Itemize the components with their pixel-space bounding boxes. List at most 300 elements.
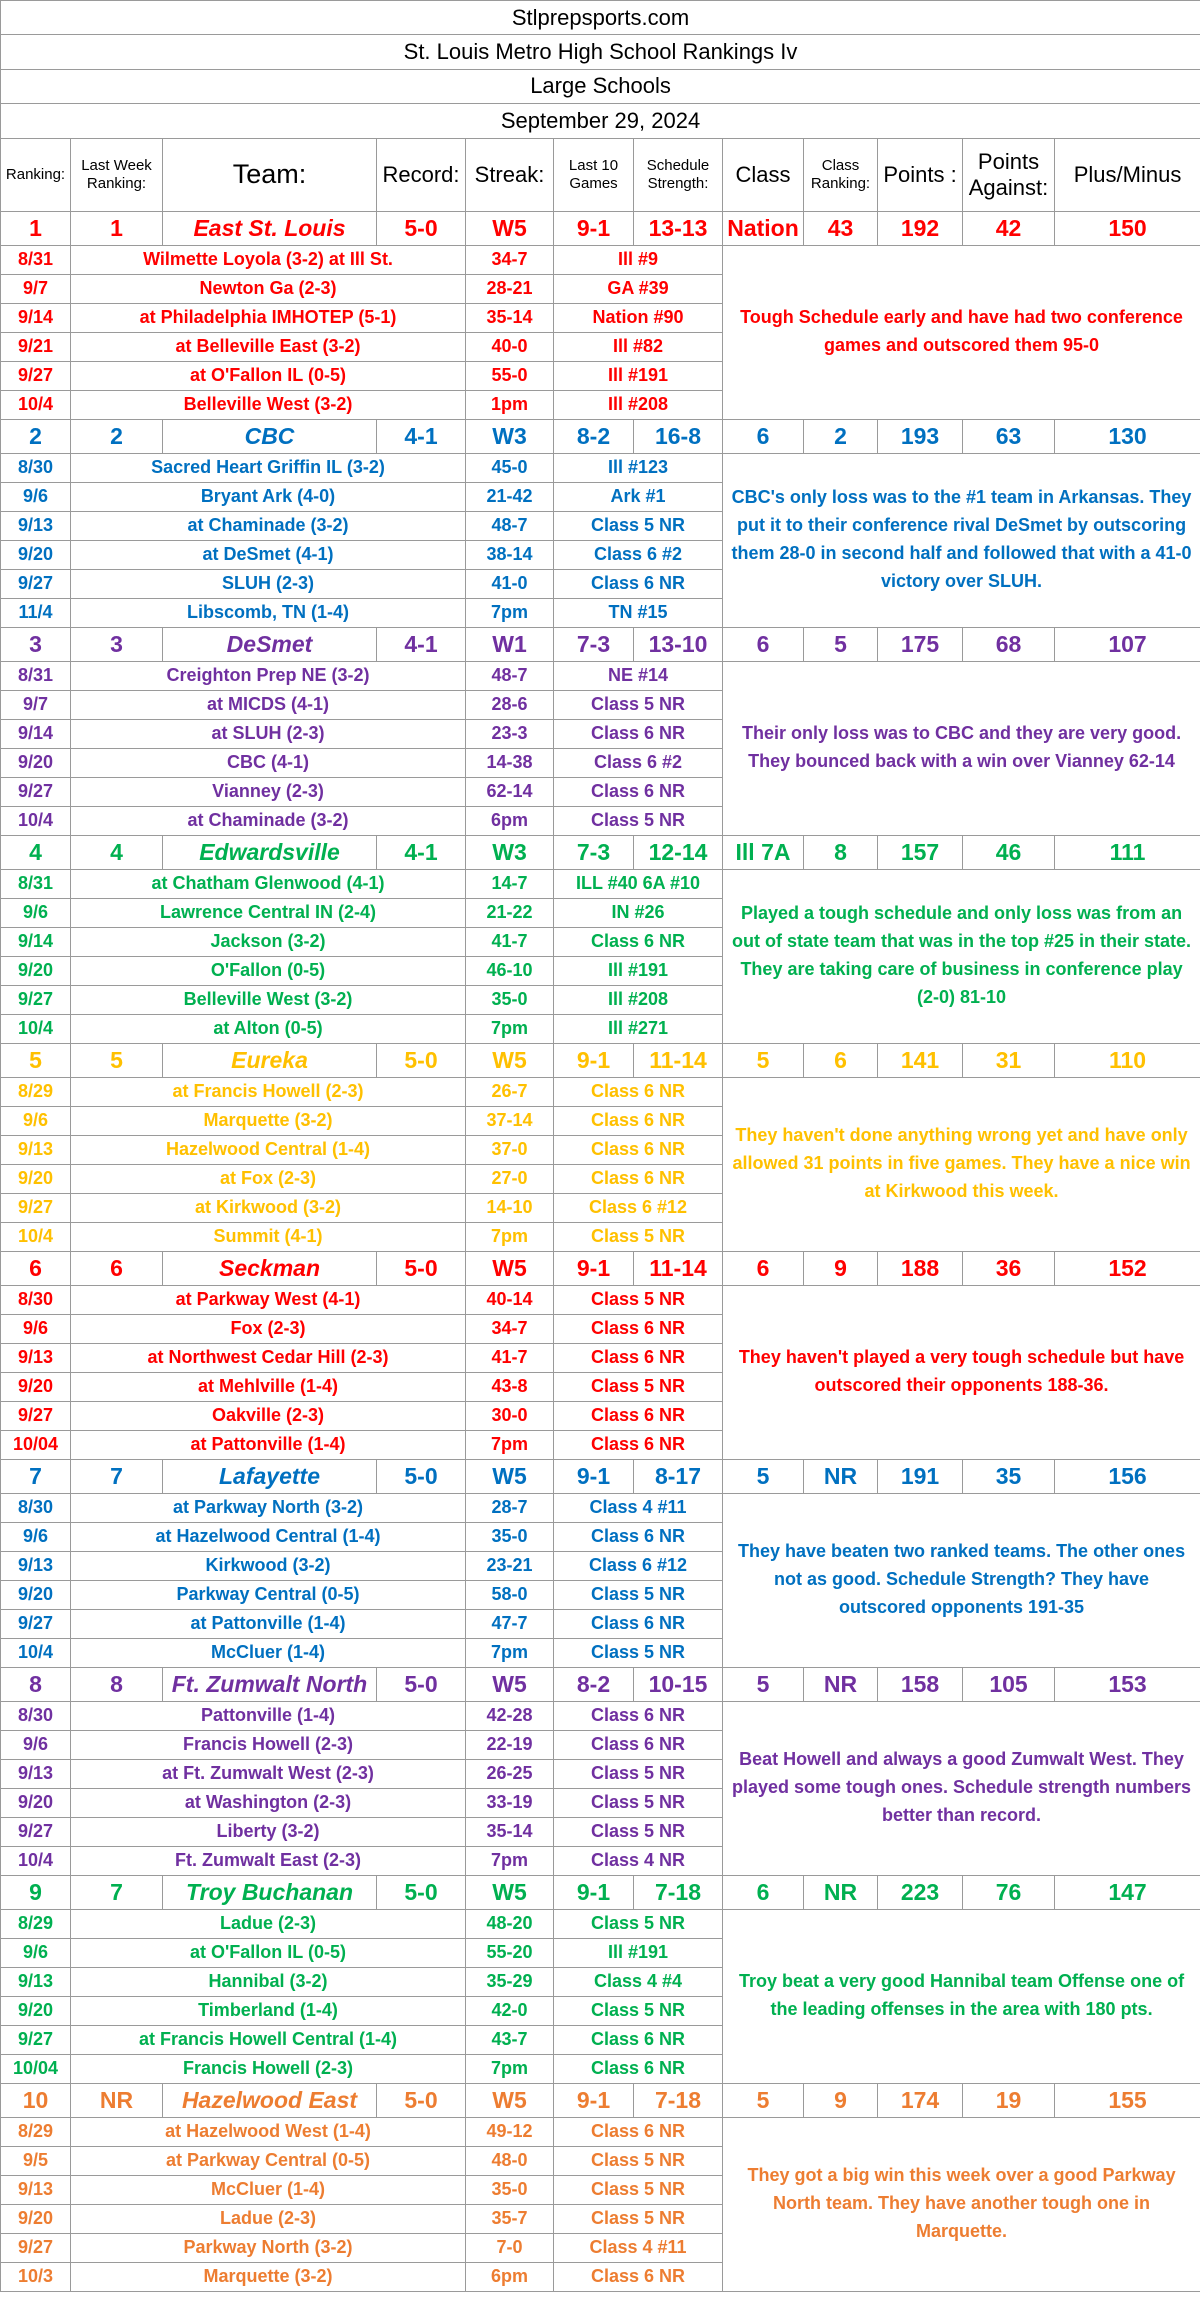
game-opponent: Oakville (2-3) xyxy=(71,1401,466,1430)
game-row xyxy=(1,453,1200,482)
opponent-rank: Class 6 NR xyxy=(554,1164,723,1193)
game-date: 9/27 xyxy=(1,2233,71,2262)
game-date: 8/30 xyxy=(1,1285,71,1314)
team-class: 6 xyxy=(723,1875,804,1909)
game-date: 8/29 xyxy=(1,1909,71,1938)
header-row xyxy=(1,138,1200,211)
game-score: 23-3 xyxy=(466,719,554,748)
game-date: 9/13 xyxy=(1,2175,71,2204)
game-score: 49-12 xyxy=(466,2117,554,2146)
game-date: 9/20 xyxy=(1,1372,71,1401)
game-opponent: Belleville West (3-2) xyxy=(71,390,466,419)
game-date: 9/13 xyxy=(1,1551,71,1580)
opponent-rank: Ill #191 xyxy=(554,956,723,985)
team-row xyxy=(1,1667,1200,1701)
game-score: 35-7 xyxy=(466,2204,554,2233)
game-opponent: Ladue (2-3) xyxy=(71,1909,466,1938)
opponent-rank: Class 4 #11 xyxy=(554,1493,723,1522)
game-score: 7pm xyxy=(466,2054,554,2083)
game-opponent: at Chaminade (3-2) xyxy=(71,511,466,540)
game-date: 9/7 xyxy=(1,274,71,303)
points-for: 193 xyxy=(878,419,963,453)
game-opponent: Francis Howell (2-3) xyxy=(71,2054,466,2083)
team-note: Troy beat a very good Hannibal team Offense one of the leading offenses in the area with 180 pts. xyxy=(723,1909,1200,2083)
team-streak: W3 xyxy=(466,419,554,453)
game-date: 9/7 xyxy=(1,690,71,719)
opponent-rank: Ill #9 xyxy=(554,245,723,274)
opponent-rank: Class 5 NR xyxy=(554,1817,723,1846)
opponent-rank: Class 6 #2 xyxy=(554,540,723,569)
game-opponent: Pattonville (1-4) xyxy=(71,1701,466,1730)
game-score: 14-10 xyxy=(466,1193,554,1222)
opponent-rank: Class 4 #4 xyxy=(554,1967,723,1996)
schedule-strength: 11-14 xyxy=(634,1251,723,1285)
plus-minus: 153 xyxy=(1055,1667,1200,1701)
team-row xyxy=(1,419,1200,453)
team-streak: W5 xyxy=(466,1251,554,1285)
game-date: 9/14 xyxy=(1,303,71,332)
opponent-rank: Class 5 NR xyxy=(554,1788,723,1817)
game-score: 7pm xyxy=(466,1222,554,1251)
game-score: 35-29 xyxy=(466,1967,554,1996)
date-title: September 29, 2024 xyxy=(1,104,1200,138)
game-score: 23-21 xyxy=(466,1551,554,1580)
team-streak: W5 xyxy=(466,1875,554,1909)
game-score: 28-6 xyxy=(466,690,554,719)
opponent-rank: Class 5 NR xyxy=(554,1996,723,2025)
opponent-rank: Class 5 NR xyxy=(554,2175,723,2204)
class-ranking: 2 xyxy=(804,419,878,453)
plus-minus: 130 xyxy=(1055,419,1200,453)
game-score: 34-7 xyxy=(466,245,554,274)
game-date: 9/27 xyxy=(1,569,71,598)
game-opponent: Lawrence Central IN (2-4) xyxy=(71,898,466,927)
game-opponent: at Fox (2-3) xyxy=(71,1164,466,1193)
team-rank: 1 xyxy=(1,211,71,245)
points-against: 46 xyxy=(963,835,1055,869)
rankings-title: St. Louis Metro High School Rankings Iv xyxy=(1,35,1200,69)
game-score: 41-7 xyxy=(466,927,554,956)
game-date: 9/20 xyxy=(1,1164,71,1193)
team-streak: W5 xyxy=(466,211,554,245)
opponent-rank: Class 6 #12 xyxy=(554,1193,723,1222)
opponent-rank: Class 6 NR xyxy=(554,1106,723,1135)
game-score: 48-7 xyxy=(466,511,554,540)
game-opponent: at Parkway West (4-1) xyxy=(71,1285,466,1314)
opponent-rank: Class 6 NR xyxy=(554,719,723,748)
team-note: They haven't played a very tough schedule but have outscored their opponents 188-36. xyxy=(723,1285,1200,1459)
points-against: 36 xyxy=(963,1251,1055,1285)
opponent-rank: Class 6 NR xyxy=(554,1701,723,1730)
class-ranking: 9 xyxy=(804,2083,878,2117)
game-opponent: Fox (2-3) xyxy=(71,1314,466,1343)
last-week-rank: 1 xyxy=(71,211,163,245)
team-rank: 8 xyxy=(1,1667,71,1701)
game-date: 9/6 xyxy=(1,1730,71,1759)
team-name: Seckman xyxy=(163,1251,377,1285)
game-opponent: Kirkwood (3-2) xyxy=(71,1551,466,1580)
game-date: 9/6 xyxy=(1,1314,71,1343)
game-date: 9/27 xyxy=(1,1401,71,1430)
game-date: 9/27 xyxy=(1,2025,71,2054)
header-class: Class xyxy=(723,138,804,211)
team-class: 6 xyxy=(723,627,804,661)
game-opponent: at Northwest Cedar Hill (2-3) xyxy=(71,1343,466,1372)
game-date: 9/13 xyxy=(1,1759,71,1788)
game-date: 10/4 xyxy=(1,390,71,419)
team-last10: 9-1 xyxy=(554,2083,634,2117)
game-opponent: at Washington (2-3) xyxy=(71,1788,466,1817)
game-score: 28-21 xyxy=(466,274,554,303)
schedule-strength: 8-17 xyxy=(634,1459,723,1493)
header-class-ranking: Class Ranking: xyxy=(804,138,878,211)
game-opponent: Ft. Zumwalt East (2-3) xyxy=(71,1846,466,1875)
game-opponent: Ladue (2-3) xyxy=(71,2204,466,2233)
team-note: They have beaten two ranked teams. The other ones not as good. Schedule Strength? They have outscored opponents 191-35 xyxy=(723,1493,1200,1667)
team-record: 5-0 xyxy=(377,211,466,245)
team-record: 5-0 xyxy=(377,1459,466,1493)
opponent-rank: NE #14 xyxy=(554,661,723,690)
opponent-rank: Class 5 NR xyxy=(554,1580,723,1609)
opponent-rank: Class 6 NR xyxy=(554,1314,723,1343)
class-ranking: 8 xyxy=(804,835,878,869)
game-score: 42-0 xyxy=(466,1996,554,2025)
game-score: 35-14 xyxy=(466,303,554,332)
opponent-rank: Class 6 #2 xyxy=(554,748,723,777)
header-plus-minus: Plus/Minus xyxy=(1055,138,1200,211)
game-score: 1pm xyxy=(466,390,554,419)
game-date: 8/30 xyxy=(1,1701,71,1730)
schedule-strength: 12-14 xyxy=(634,835,723,869)
team-class: Nation xyxy=(723,211,804,245)
game-score: 40-14 xyxy=(466,1285,554,1314)
game-date: 9/13 xyxy=(1,1135,71,1164)
class-ranking: 5 xyxy=(804,627,878,661)
last-week-rank: 6 xyxy=(71,1251,163,1285)
team-note: CBC's only loss was to the #1 team in Arkansas. They put it to their conference rival DeSmet by outscoring them 28-0 in second half and followed that with a 41-0 victory over SLUH. xyxy=(723,453,1200,627)
game-opponent: SLUH (2-3) xyxy=(71,569,466,598)
plus-minus: 150 xyxy=(1055,211,1200,245)
team-class: 5 xyxy=(723,1043,804,1077)
opponent-rank: IN #26 xyxy=(554,898,723,927)
game-opponent: at Chatham Glenwood (4-1) xyxy=(71,869,466,898)
game-score: 35-0 xyxy=(466,2175,554,2204)
points-for: 157 xyxy=(878,835,963,869)
game-row xyxy=(1,1285,1200,1314)
game-opponent: Creighton Prep NE (3-2) xyxy=(71,661,466,690)
header-points-against: Points Against: xyxy=(963,138,1055,211)
game-score: 7pm xyxy=(466,1638,554,1667)
game-date: 10/4 xyxy=(1,1014,71,1043)
opponent-rank: Class 6 NR xyxy=(554,2262,723,2291)
game-date: 8/31 xyxy=(1,661,71,690)
opponent-rank: Class 6 NR xyxy=(554,1077,723,1106)
opponent-rank: Class 5 NR xyxy=(554,690,723,719)
game-opponent: at Hazelwood West (1-4) xyxy=(71,2117,466,2146)
game-opponent: at Ft. Zumwalt West (2-3) xyxy=(71,1759,466,1788)
game-opponent: Francis Howell (2-3) xyxy=(71,1730,466,1759)
team-class: 5 xyxy=(723,1667,804,1701)
game-opponent: O'Fallon (0-5) xyxy=(71,956,466,985)
game-opponent: Parkway North (3-2) xyxy=(71,2233,466,2262)
game-score: 37-0 xyxy=(466,1135,554,1164)
schedule-strength: 10-15 xyxy=(634,1667,723,1701)
game-opponent: Hazelwood Central (1-4) xyxy=(71,1135,466,1164)
team-rank: 7 xyxy=(1,1459,71,1493)
game-score: 33-19 xyxy=(466,1788,554,1817)
opponent-rank: Class 5 NR xyxy=(554,1285,723,1314)
opponent-rank: Class 6 NR xyxy=(554,2054,723,2083)
team-streak: W1 xyxy=(466,627,554,661)
points-against: 68 xyxy=(963,627,1055,661)
team-rank: 9 xyxy=(1,1875,71,1909)
game-opponent: at O'Fallon IL (0-5) xyxy=(71,1938,466,1967)
game-date: 9/27 xyxy=(1,777,71,806)
game-opponent: McCluer (1-4) xyxy=(71,1638,466,1667)
game-row xyxy=(1,245,1200,274)
last-week-rank: 8 xyxy=(71,1667,163,1701)
game-date: 8/29 xyxy=(1,1077,71,1106)
game-score: 41-0 xyxy=(466,569,554,598)
game-score: 21-22 xyxy=(466,898,554,927)
plus-minus: 147 xyxy=(1055,1875,1200,1909)
team-record: 4-1 xyxy=(377,627,466,661)
game-date: 8/31 xyxy=(1,869,71,898)
team-name: Troy Buchanan xyxy=(163,1875,377,1909)
team-row xyxy=(1,627,1200,661)
last-week-rank: 7 xyxy=(71,1459,163,1493)
opponent-rank: Class 6 #12 xyxy=(554,1551,723,1580)
opponent-rank: Class 6 NR xyxy=(554,1609,723,1638)
game-date: 9/20 xyxy=(1,540,71,569)
schedule-strength: 16-8 xyxy=(634,419,723,453)
game-date: 10/4 xyxy=(1,1638,71,1667)
game-opponent: at Parkway North (3-2) xyxy=(71,1493,466,1522)
team-row xyxy=(1,2083,1200,2117)
points-against: 35 xyxy=(963,1459,1055,1493)
points-for: 158 xyxy=(878,1667,963,1701)
points-against: 76 xyxy=(963,1875,1055,1909)
team-record: 5-0 xyxy=(377,1251,466,1285)
opponent-rank: Class 6 NR xyxy=(554,1401,723,1430)
team-rank: 6 xyxy=(1,1251,71,1285)
opponent-rank: Ill #123 xyxy=(554,453,723,482)
game-row xyxy=(1,869,1200,898)
last-week-rank: 5 xyxy=(71,1043,163,1077)
opponent-rank: Class 5 NR xyxy=(554,2146,723,2175)
class-ranking: NR xyxy=(804,1667,878,1701)
points-against: 31 xyxy=(963,1043,1055,1077)
game-opponent: at MICDS (4-1) xyxy=(71,690,466,719)
game-score: 7pm xyxy=(466,1430,554,1459)
team-last10: 9-1 xyxy=(554,1459,634,1493)
game-date: 9/14 xyxy=(1,719,71,748)
last-week-rank: 4 xyxy=(71,835,163,869)
game-date: 10/3 xyxy=(1,2262,71,2291)
game-score: 6pm xyxy=(466,806,554,835)
game-date: 8/30 xyxy=(1,453,71,482)
game-score: 43-8 xyxy=(466,1372,554,1401)
points-for: 223 xyxy=(878,1875,963,1909)
game-opponent: Vianney (2-3) xyxy=(71,777,466,806)
class-ranking: NR xyxy=(804,1459,878,1493)
game-opponent: at Mehlville (1-4) xyxy=(71,1372,466,1401)
game-date: 9/20 xyxy=(1,2204,71,2233)
opponent-rank: Class 5 NR xyxy=(554,1222,723,1251)
opponent-rank: Ill #191 xyxy=(554,1938,723,1967)
game-date: 10/4 xyxy=(1,806,71,835)
class-ranking: 9 xyxy=(804,1251,878,1285)
game-score: 35-14 xyxy=(466,1817,554,1846)
game-date: 9/27 xyxy=(1,1817,71,1846)
team-last10: 9-1 xyxy=(554,211,634,245)
game-row xyxy=(1,1701,1200,1730)
game-opponent: at Chaminade (3-2) xyxy=(71,806,466,835)
opponent-rank: Class 6 NR xyxy=(554,1522,723,1551)
opponent-rank: Ill #82 xyxy=(554,332,723,361)
team-streak: W3 xyxy=(466,835,554,869)
game-score: 35-0 xyxy=(466,985,554,1014)
game-date: 9/6 xyxy=(1,898,71,927)
opponent-rank: Class 6 NR xyxy=(554,1135,723,1164)
game-date: 8/29 xyxy=(1,2117,71,2146)
team-class: Ill 7A xyxy=(723,835,804,869)
game-score: 7pm xyxy=(466,1846,554,1875)
game-opponent: at Parkway Central (0-5) xyxy=(71,2146,466,2175)
opponent-rank: TN #15 xyxy=(554,598,723,627)
game-date: 9/20 xyxy=(1,1788,71,1817)
header-schedule: Schedule Strength: xyxy=(634,138,723,211)
game-score: 42-28 xyxy=(466,1701,554,1730)
opponent-rank: Class 5 NR xyxy=(554,1638,723,1667)
header-points: Points : xyxy=(878,138,963,211)
game-opponent: Summit (4-1) xyxy=(71,1222,466,1251)
game-score: 48-0 xyxy=(466,2146,554,2175)
game-date: 9/27 xyxy=(1,361,71,390)
team-note: They haven't done anything wrong yet and have only allowed 31 points in five games. They have a nice win at Kirkwood this week. xyxy=(723,1077,1200,1251)
team-name: CBC xyxy=(163,419,377,453)
team-rank: 3 xyxy=(1,627,71,661)
game-opponent: Liberty (3-2) xyxy=(71,1817,466,1846)
opponent-rank: Nation #90 xyxy=(554,303,723,332)
team-class: 6 xyxy=(723,1251,804,1285)
schedule-strength: 13-10 xyxy=(634,627,723,661)
opponent-rank: Class 5 NR xyxy=(554,806,723,835)
team-last10: 7-3 xyxy=(554,835,634,869)
game-opponent: Newton Ga (2-3) xyxy=(71,274,466,303)
game-opponent: Marquette (3-2) xyxy=(71,1106,466,1135)
game-opponent: Sacred Heart Griffin IL (3-2) xyxy=(71,453,466,482)
game-date: 9/20 xyxy=(1,956,71,985)
game-score: 14-7 xyxy=(466,869,554,898)
opponent-rank: Class 5 NR xyxy=(554,511,723,540)
team-rank: 4 xyxy=(1,835,71,869)
game-score: 30-0 xyxy=(466,1401,554,1430)
team-class: 6 xyxy=(723,419,804,453)
opponent-rank: Class 4 NR xyxy=(554,1846,723,1875)
game-date: 9/13 xyxy=(1,1343,71,1372)
team-row xyxy=(1,1251,1200,1285)
last-week-rank: 3 xyxy=(71,627,163,661)
opponent-rank: Class 6 NR xyxy=(554,1730,723,1759)
team-note: They got a big win this week over a good Parkway North team. They have another tough one in Marquette. xyxy=(723,2117,1200,2291)
opponent-rank: Ill #271 xyxy=(554,1014,723,1043)
team-note: Their only loss was to CBC and they are very good. They bounced back with a win over Vianney 62-14 xyxy=(723,661,1200,835)
game-opponent: at SLUH (2-3) xyxy=(71,719,466,748)
last-week-rank: 2 xyxy=(71,419,163,453)
header-record: Record: xyxy=(377,138,466,211)
schedule-strength: 7-18 xyxy=(634,1875,723,1909)
game-score: 14-38 xyxy=(466,748,554,777)
points-for: 175 xyxy=(878,627,963,661)
header-streak: Streak: xyxy=(466,138,554,211)
team-streak: W5 xyxy=(466,1667,554,1701)
game-opponent: McCluer (1-4) xyxy=(71,2175,466,2204)
points-for: 188 xyxy=(878,1251,963,1285)
team-rank: 2 xyxy=(1,419,71,453)
game-row xyxy=(1,661,1200,690)
game-date: 9/6 xyxy=(1,1938,71,1967)
game-date: 9/21 xyxy=(1,332,71,361)
team-rank: 10 xyxy=(1,2083,71,2117)
plus-minus: 156 xyxy=(1055,1459,1200,1493)
opponent-rank: Class 5 NR xyxy=(554,1759,723,1788)
game-opponent: at Pattonville (1-4) xyxy=(71,1609,466,1638)
game-date: 10/4 xyxy=(1,1846,71,1875)
opponent-rank: Class 5 NR xyxy=(554,1909,723,1938)
points-for: 191 xyxy=(878,1459,963,1493)
game-opponent: Bryant Ark (4-0) xyxy=(71,482,466,511)
game-opponent: Belleville West (3-2) xyxy=(71,985,466,1014)
class-ranking: 43 xyxy=(804,211,878,245)
game-score: 26-25 xyxy=(466,1759,554,1788)
game-date: 9/20 xyxy=(1,1996,71,2025)
game-date: 9/27 xyxy=(1,1609,71,1638)
game-date: 9/27 xyxy=(1,985,71,1014)
opponent-rank: Ill #191 xyxy=(554,361,723,390)
game-score: 55-0 xyxy=(466,361,554,390)
game-date: 8/30 xyxy=(1,1493,71,1522)
team-name: East St. Louis xyxy=(163,211,377,245)
game-date: 8/31 xyxy=(1,245,71,274)
header-last-week: Last Week Ranking: xyxy=(71,138,163,211)
points-for: 174 xyxy=(878,2083,963,2117)
points-against: 19 xyxy=(963,2083,1055,2117)
game-opponent: Marquette (3-2) xyxy=(71,2262,466,2291)
team-class: 5 xyxy=(723,1459,804,1493)
game-score: 35-0 xyxy=(466,1522,554,1551)
team-row xyxy=(1,211,1200,245)
game-date: 9/27 xyxy=(1,1193,71,1222)
game-score: 40-0 xyxy=(466,332,554,361)
opponent-rank: Class 6 NR xyxy=(554,2117,723,2146)
game-opponent: Hannibal (3-2) xyxy=(71,1967,466,1996)
last-week-rank: NR xyxy=(71,2083,163,2117)
points-against: 105 xyxy=(963,1667,1055,1701)
game-date: 9/20 xyxy=(1,748,71,777)
game-row xyxy=(1,1909,1200,1938)
team-last10: 8-2 xyxy=(554,419,634,453)
team-name: Lafayette xyxy=(163,1459,377,1493)
division-title: Large Schools xyxy=(1,69,1200,103)
opponent-rank: Class 6 NR xyxy=(554,569,723,598)
opponent-rank: Class 6 NR xyxy=(554,1343,723,1372)
game-date: 9/6 xyxy=(1,482,71,511)
game-score: 22-19 xyxy=(466,1730,554,1759)
game-opponent: at Philadelphia IMHOTEP (5-1) xyxy=(71,303,466,332)
team-note: Played a tough schedule and only loss was from an out of state team that was in the top #25 in their state. They are taking care of business in conference play (2-0) 81-10 xyxy=(723,869,1200,1043)
game-opponent: at O'Fallon IL (0-5) xyxy=(71,361,466,390)
